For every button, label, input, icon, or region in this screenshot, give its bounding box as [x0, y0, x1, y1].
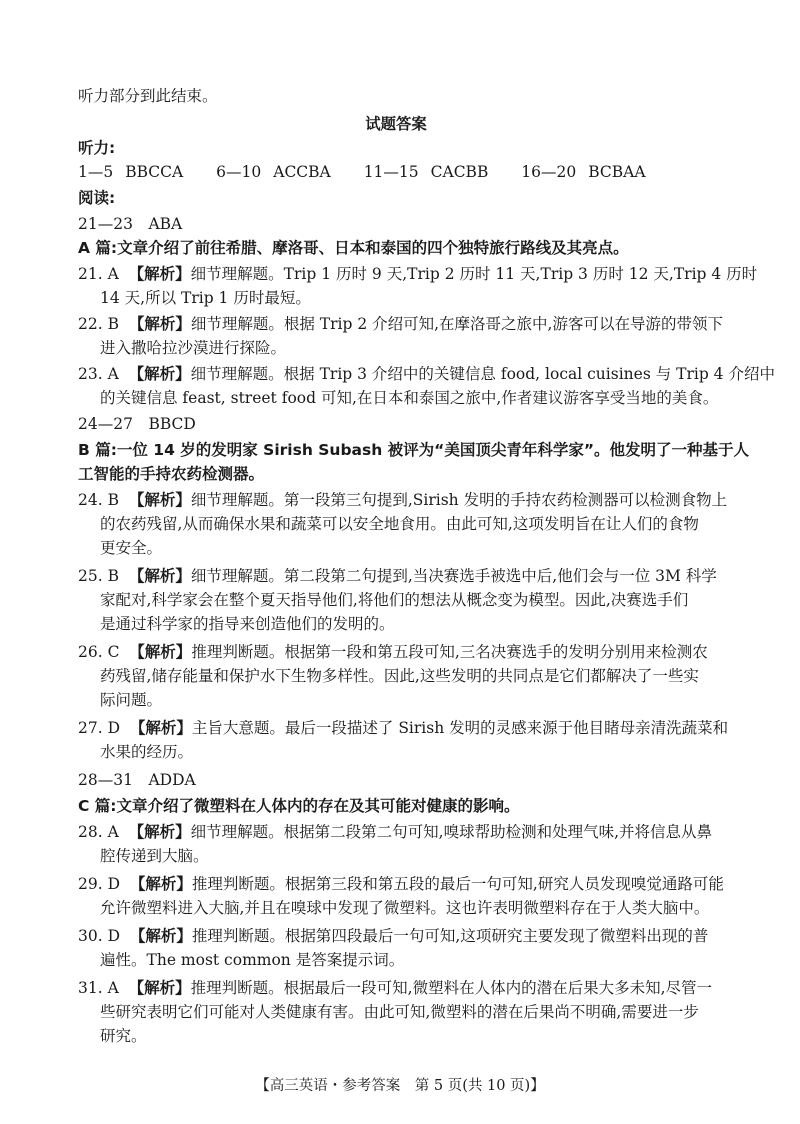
section-b-answers: 24—27 BBCD [78, 415, 196, 433]
reading-label: 阅读: [78, 189, 116, 207]
item-26-line-2: 药残留,储存能量和保护水下生物多样性。因此,这些发明的共同点是它们都解决了一些实 [100, 667, 699, 685]
page-title: 试题答案 [365, 115, 427, 133]
item-25: 25. B 【解析】细节理解题。第二段第二句提到,当决赛选手被选中后,他们会与一位 3M 科学 [78, 567, 717, 585]
item-21-line-2: 14 天,所以 Trip 1 历时最短。 [100, 289, 311, 307]
item-24-line-3: 更安全。 [100, 539, 163, 557]
item-21: 21. A 【解析】细节理解题。Trip 1 历时 9 天,Trip 2 历时 11 天,Trip 3 历时 12 天,Trip 4 历时 [78, 265, 758, 283]
item-31-line-2: 些研究表明它们可能对人类健康有害。由此可知,微塑料的潜在后果尚不明确,需要进一步 [100, 1003, 699, 1021]
item-28: 28. A 【解析】细节理解题。根据第二段第二句可知,嗅球帮助检测和处理气味,并将信息从鼻 [78, 823, 713, 841]
item-29-line-2: 允许微塑料进入大脑,并且在嗅球中发现了微塑料。这也许表明微塑料存在于人类大脑中。 [100, 899, 710, 917]
section-c-answers: 28—31 ADDA [78, 771, 196, 789]
listening-group-3: 11—15 CACBB [363, 163, 489, 181]
item-24: 24. B 【解析】细节理解题。第一段第三句提到,Sirish 发明的手持农药检测器可以检测食物上 [78, 491, 728, 509]
item-27-line-2: 水果的经历。 [100, 743, 194, 761]
intro-end-text: 听力部分到此结束。 [78, 87, 218, 105]
item-24-line-2: 的农药残留,从而确保水果和蔬菜可以安全地食用。由此可知,这项发明旨在让人们的食物 [100, 515, 699, 533]
item-25-line-2: 家配对,科学家会在整个夏天指导他们,将他们的想法从概念变为模型。因此,决赛选手们 [100, 591, 689, 609]
section-a-summary: A 篇:文章介绍了前往希腊、摩洛哥、日本和泰国的四个独特旅行路线及其亮点。 [78, 239, 629, 257]
item-23: 23. A 【解析】细节理解题。根据 Trip 3 介绍中的关键信息 food, local cuisines 与 Trip 4 介绍中 [78, 365, 775, 383]
item-22: 22. B 【解析】细节理解题。根据 Trip 2 介绍可知,在摩洛哥之旅中,游客可以在导游的带领下 [78, 315, 723, 333]
section-c-summary: C 篇:文章介绍了微塑料在人体内的存在及其可能对健康的影响。 [78, 797, 520, 815]
item-25-line-3: 是通过科学家的指导来创造他们的发明的。 [100, 615, 395, 633]
item-29: 29. D 【解析】推理判断题。根据第三段和第五段的最后一句可知,研究人员发现嗅觉通路可能 [78, 875, 724, 893]
item-31-line-3: 研究。 [100, 1027, 147, 1045]
listening-group-4: 16—20 BCBAA [521, 163, 646, 181]
item-22-line-2: 进入撒哈拉沙漠进行探险。 [100, 339, 287, 357]
item-26-line-3: 际问题。 [100, 691, 163, 709]
item-30: 30. D 【解析】推理判断题。根据第四段最后一句可知,这项研究主要发现了微塑料出现的普 [78, 927, 709, 945]
listening-answers [78, 160, 674, 184]
item-23-line-2: 的关键信息 feast, street food 可知,在日本和泰国之旅中,作者建议游客享受当地的美食。 [100, 389, 719, 407]
listening-group-2: 6—10 ACCBA [216, 163, 331, 181]
item-28-line-2: 腔传递到大脑。 [100, 847, 209, 865]
section-a-answers: 21—23 ABA [78, 215, 183, 233]
listening-label: 听力: [78, 139, 116, 157]
item-31: 31. A 【解析】推理判断题。根据最后一段可知,微塑料在人体内的潜在后果大多未知,尽管一 [78, 979, 713, 997]
section-b-summary-2: 工智能的手持农药检测器。 [78, 465, 265, 483]
section-b-summary-1: B 篇:一位 14 岁的发明家 Sirish Subash 被评为“美国顶尖青年科学家”。他发明了一种基于人 [78, 441, 750, 459]
page-footer: 【高三英语・参考答案 第 5 页(共 10 页)】 [255, 1078, 545, 1094]
listening-group-1: 1—5 BBCCA [78, 163, 184, 181]
item-30-line-2: 遍性。The most common 是答案提示词。 [100, 951, 405, 969]
item-26: 26. C 【解析】推理判断题。根据第一段和第五段可知,三名决赛选手的发明分别用来检测农 [78, 643, 708, 661]
item-27: 27. D 【解析】主旨大意题。最后一段描述了 Sirish 发明的灵感来源于他目睹母亲清洗蔬菜和 [78, 719, 729, 737]
